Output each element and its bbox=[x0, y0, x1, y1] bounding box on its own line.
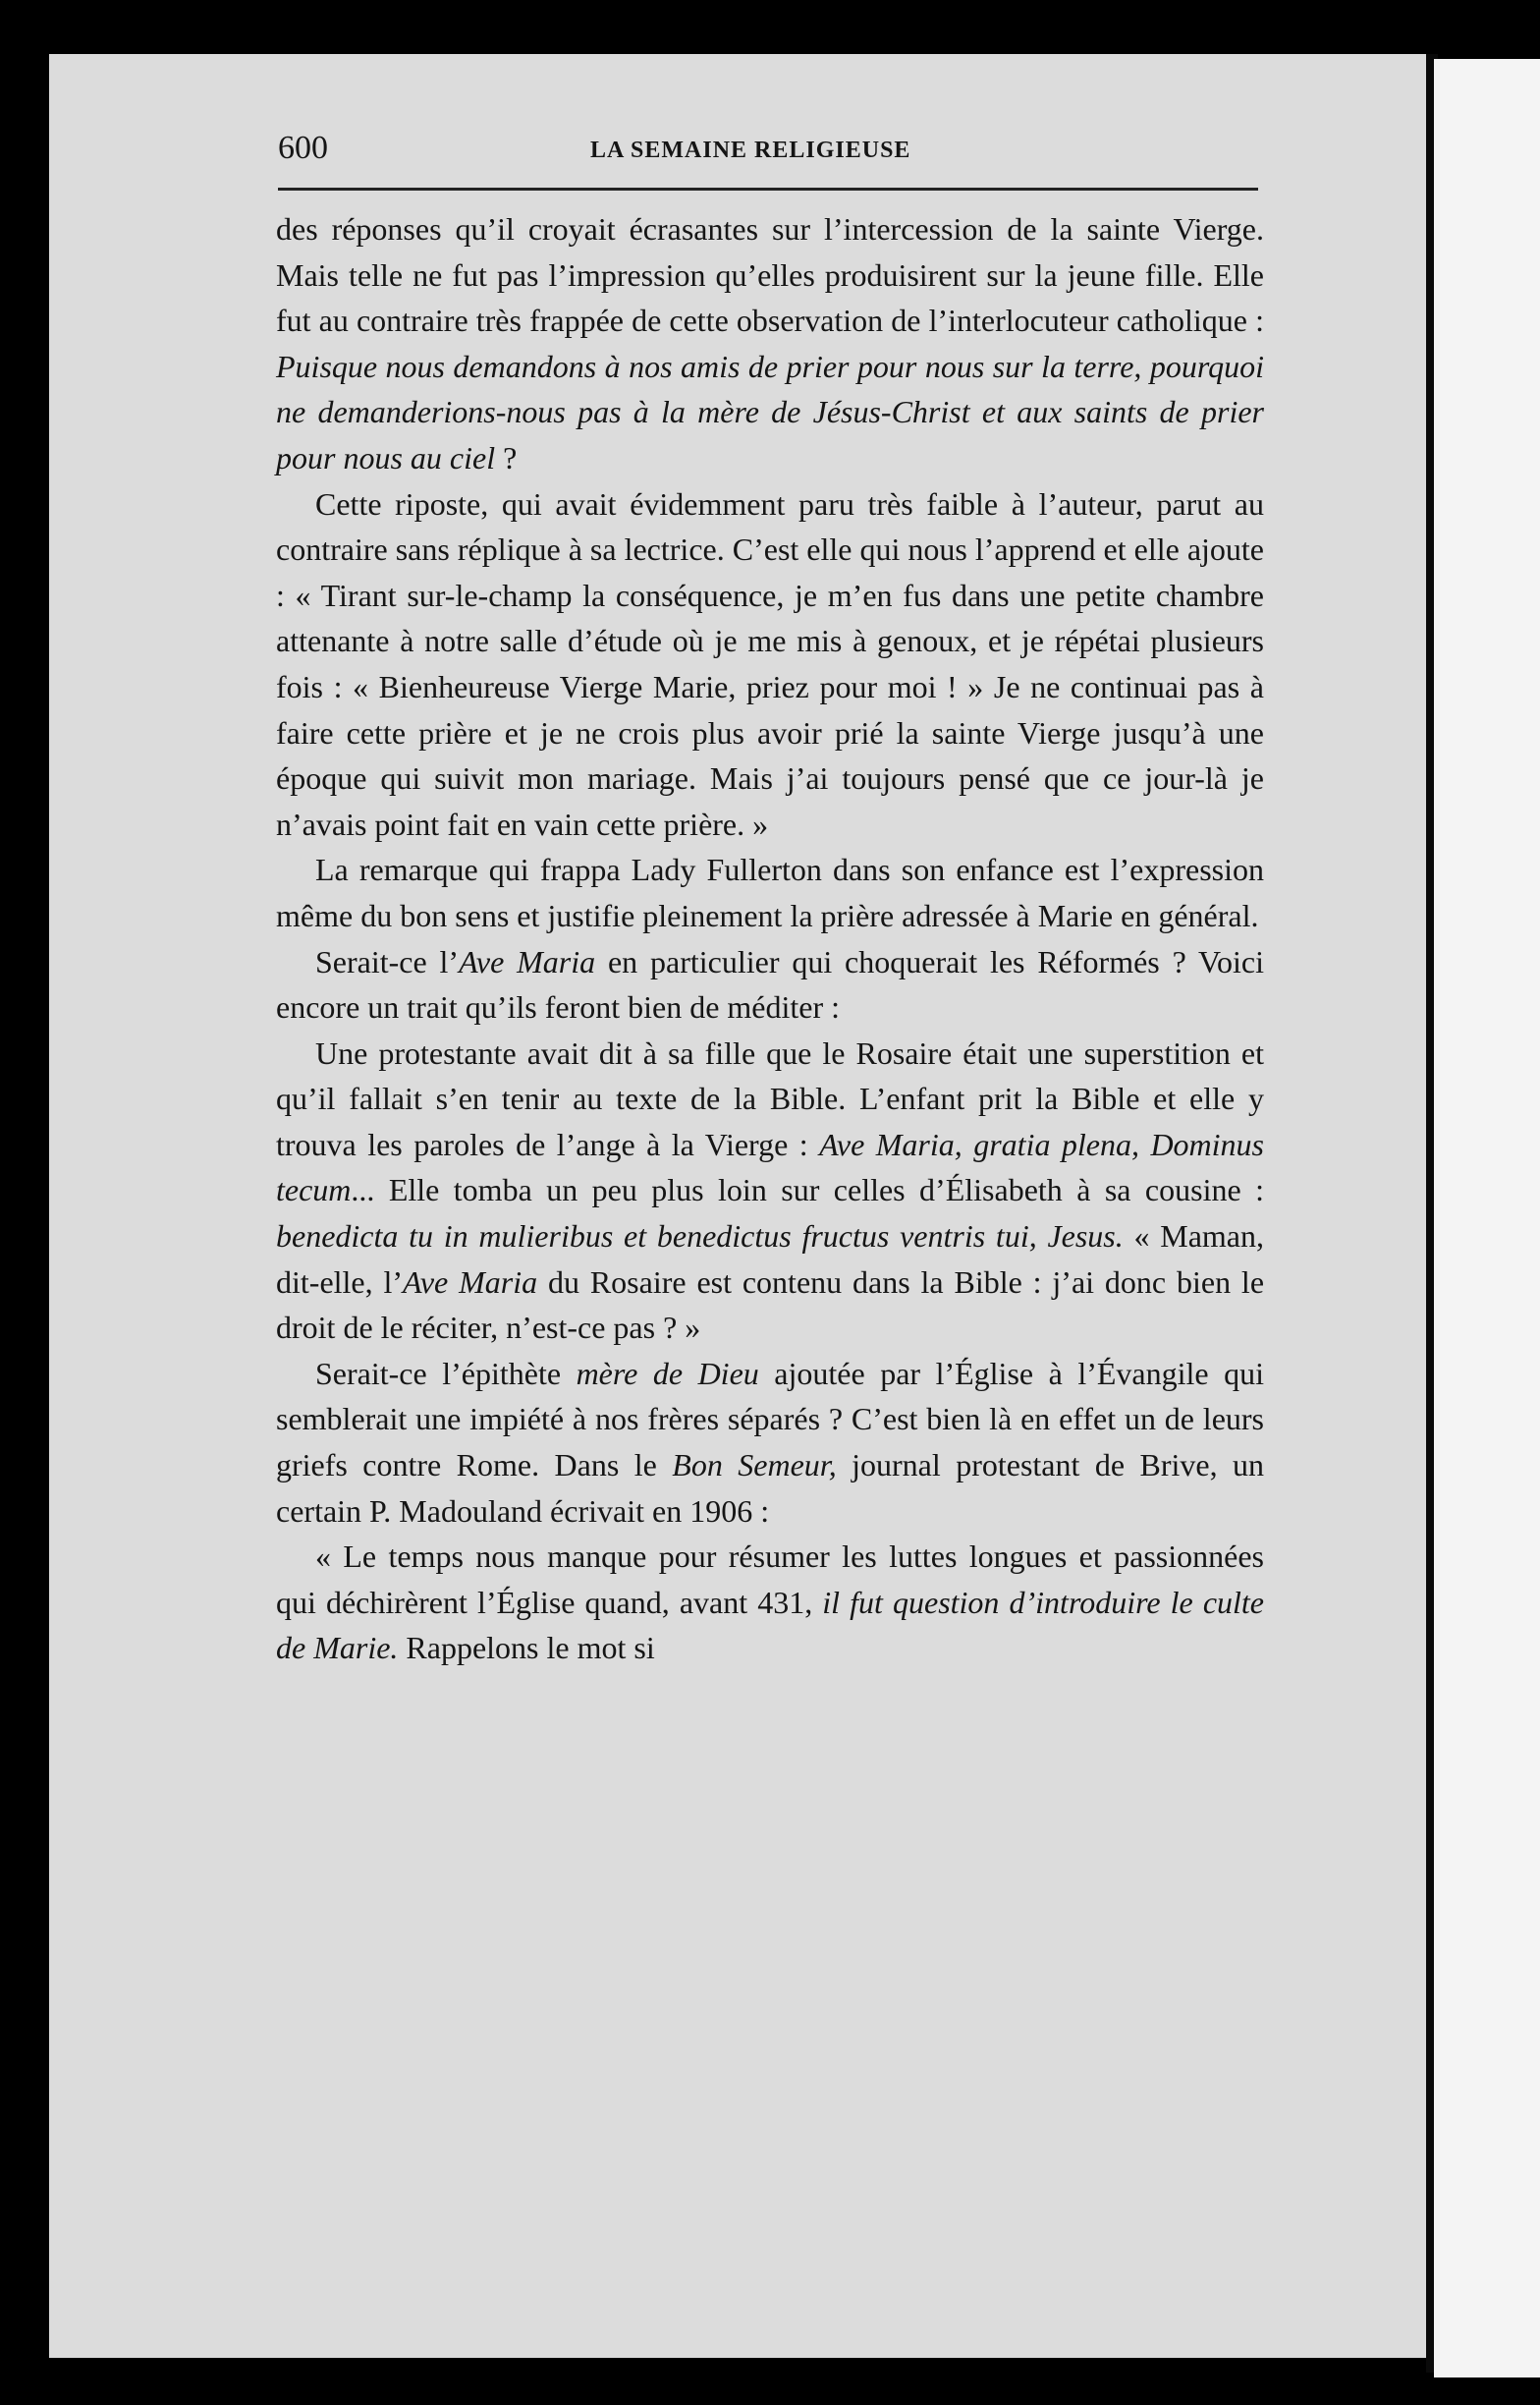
p4-text: Serait-ce l’ bbox=[315, 943, 460, 979]
page-header bbox=[278, 130, 1260, 189]
running-title: LA SEMAINE RELIGIEUSE bbox=[590, 138, 911, 163]
p6-italic-d: Bon Semeur, bbox=[672, 1447, 837, 1483]
p5-italic-b: Ave Maria, gratia plena, Dominus tecum bbox=[276, 1126, 1264, 1208]
p1-end: ? bbox=[495, 439, 518, 475]
p5-text-c: ... Elle tomba un peu plus loin sur celles d’Élisabeth à sa cousine : bbox=[351, 1172, 1264, 1208]
next-page-edge bbox=[1434, 59, 1540, 2377]
p4-end: en particulier qui choquerait les Réformés ? Voici encore un trait qu’ils feront bien de méditer : bbox=[276, 943, 1265, 1026]
paragraph-7 bbox=[276, 1534, 1264, 1671]
p7-text-a: « Le temps nous manque pour résumer les luttes longues et passionnées qui déchirèrent l’Église quand, avant 431, bbox=[276, 1538, 1264, 1620]
paragraph-4 bbox=[276, 939, 1264, 1031]
p1-italic: Puisque nous demandons à nos amis de prier pour nous sur la terre, pourquoi ne demanderions-nous pas à la mère de Jésus-Christ et aux saints de prier pour nous au ciel bbox=[276, 348, 1264, 475]
paragraph-1 bbox=[276, 206, 1264, 481]
p6-text-e: journal protestant de Brive, un certain P. Madouland écrivait en 1906 : bbox=[276, 1447, 1265, 1529]
p1-text: des réponses qu’il croyait écrasantes sur l’intercession de la sainte Vierge. Mais telle ne fut pas l’impression qu’elles produisirent sur la jeune fille. Elle fut au contraire très frappée de cette observation de l’interlocuteur catholique : bbox=[276, 211, 1264, 339]
p5-italic-f: Ave Maria bbox=[403, 1263, 538, 1300]
p7-italic-b: il fut question d’introduire le culte de Marie. bbox=[276, 1584, 1265, 1666]
body-text bbox=[276, 206, 1264, 1671]
paragraph-3: La remarque qui frappa Lady Fullerton dans son enfance est l’expression même du bon sens et justifie pleinement la prière adressée à Marie en général. bbox=[276, 852, 1264, 933]
p4-italic: Ave Maria bbox=[459, 943, 596, 979]
p5-text-e: « Maman, dit-elle, l’ bbox=[276, 1218, 1265, 1300]
p6-text-a: Serait-ce l’épithète bbox=[315, 1355, 577, 1391]
page-number: 600 bbox=[278, 130, 328, 166]
p7-text-c: Rappelons le mot si bbox=[398, 1630, 655, 1666]
p6-italic-b: mère de Dieu bbox=[576, 1355, 759, 1391]
paragraph-6 bbox=[276, 1351, 1264, 1534]
paragraph-2: Cette riposte, qui avait évidemment paru très faible à l’auteur, parut au contraire sans réplique à sa lectrice. C’est elle qui nous l’apprend et elle ajoute : « Tirant sur-le-champ la conséquence, je m’en fus dans une petite chambre attenante à notre salle d’étude où je me mis à genoux, et je répétai plusieurs fois : « Bienheureuse Vierge Marie, priez pour moi ! » Je ne continuai pas à faire cette prière et je ne crois plus avoir prié la sainte Vierge jusqu’à une époque qui suivit mon mariage. Mais j’ai toujours pensé que ce jour-là je n’avais point fait en vain cette prière. » bbox=[276, 485, 1264, 842]
header-rule bbox=[278, 188, 1258, 191]
paragraph-5 bbox=[276, 1031, 1264, 1351]
p5-italic-d: benedicta tu in mulieribus et benedictus fructus ventris tui, Jesus. bbox=[276, 1218, 1124, 1255]
p5-text-g: du Rosaire est contenu dans la Bible : j’ai donc bien le droit de le réciter, n’est-ce pas ? » bbox=[276, 1263, 1265, 1346]
p6-text-c: ajoutée par l’Église à l’Évangile qui semblerait une impiété à nos frères séparés ? C’est bien là en effet un de leurs griefs contre Rome. Dans le bbox=[276, 1355, 1265, 1483]
p5-text-a: Une protestante avait dit à sa fille que le Rosaire était une superstition et qu’il fallait s’en tenir au texte de la Bible. L’enfant prit la Bible et elle y trouva les paroles de l’ange à la Vierge : bbox=[276, 1035, 1264, 1162]
